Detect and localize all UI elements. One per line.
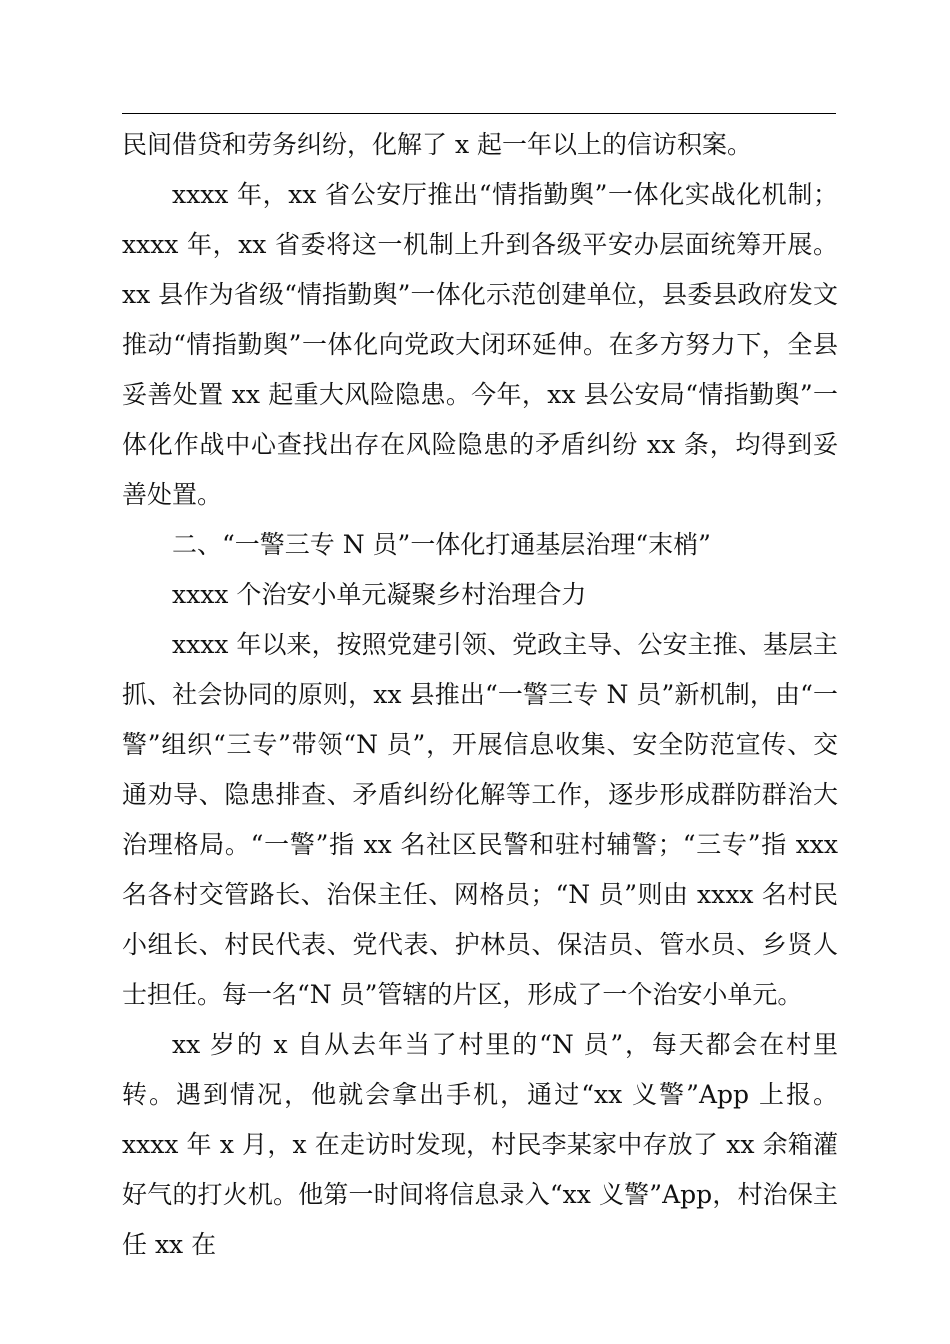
document-body [122,120,838,1270]
sub-heading: xxxx 个治安小单元凝聚乡村治理合力 [172,580,587,609]
paragraph-new-mechanism: xxxx 年以来，按照党建引领、党政主导、公安主推、基层主抓、社会协同的原则，xx 县推出“一警三专 N 员”新机制，由“一警”组织“三专”带领“N 员”，开展信息收集、安全防范宣传、交通劝导、隐患排查、矛盾纠纷化解等工作，逐步形成群防群治大治理格局。“一警”指 xx 名社区民警和驻村辅警；“三专”指 xxx 名各村交管路长、治保主任、网格员；“N 员”则由 xxxx 名村民小组长、村民代表、党代表、护林员、保洁员、管水员、乡贤人士担任。每一名“N 员”管辖的片区，形成了一个治安小单元。 [122,630,838,1009]
header-rule [122,113,836,114]
section-heading: 二、“一警三专 N 员”一体化打通基层治理“末梢” [172,530,711,559]
paragraph-continuation: 民间借贷和劳务纠纷，化解了 x 起一年以上的信访积案。 [122,130,752,159]
paragraph-mechanism-intro: xxxx 年，xx 省公安厅推出“情指勤舆”一体化实战化机制；xxxx 年，xx 省委将这一机制上升到各级平安办层面统筹开展。xx 县作为省级“情指勤舆”一体化示范创建单位，县委县政府发文推动“情指勤舆”一体化向党政大闭环延伸。在多方努力下，全县妥善处置 xx 起重大风险隐患。今年，xx 县公安局“情指勤舆”一体化作战中心查找出存在风险隐患的矛盾纠纷 xx 条，均得到妥善处置。 [122,180,838,509]
paragraph-case-example: xx 岁的 x 自从去年当了村里的“N 员”，每天都会在村里转。遇到情况，他就会拿出手机，通过“xx 义警”App 上报。xxxx 年 x 月，x 在走访时发现，村民李某家中存放了 xx 余箱灌好气的打火机。他第一时间将信息录入“xx 义警”App，村治保主任 xx 在 [122,1030,838,1259]
